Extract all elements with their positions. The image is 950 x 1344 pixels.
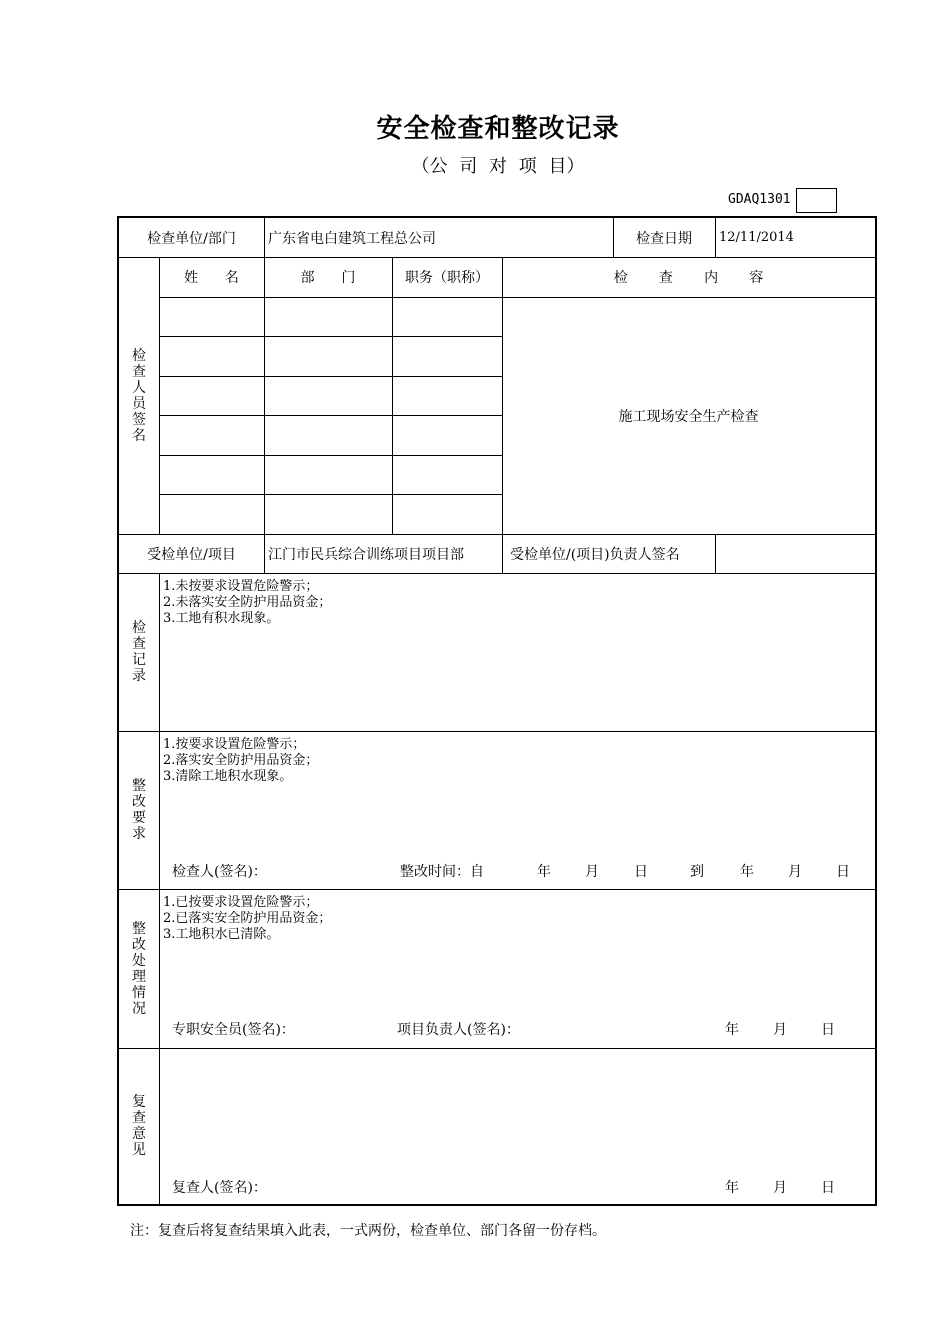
handling-year-label: 年 <box>725 1022 739 1038</box>
inspector-title-field[interactable] <box>393 495 502 534</box>
side-label-char: 处 <box>132 952 146 969</box>
inspector-name-field[interactable] <box>160 337 264 376</box>
inspector-title-field[interactable] <box>393 377 502 415</box>
row-divider <box>119 573 875 574</box>
handling-day-label: 日 <box>821 1022 835 1038</box>
inspector-name-field[interactable] <box>160 456 264 494</box>
rectification-handling-list[interactable] <box>163 895 331 943</box>
list-item: 2.落实安全防护用品资金； <box>163 753 319 768</box>
inspector-title-field[interactable] <box>393 456 502 494</box>
side-label-char: 情 <box>132 984 146 1001</box>
row-divider <box>119 889 875 890</box>
subtitle-char: 对 <box>489 156 507 177</box>
period-start-month-label: 月 <box>585 864 599 880</box>
side-label-char: 人 <box>132 379 146 396</box>
side-label-char: 员 <box>132 395 146 412</box>
safety-officer-sign-label: 专职安全员(签名)： <box>172 1022 295 1038</box>
inspecting-unit-value[interactable]: 广东省电白建筑工程总公司 <box>268 230 436 247</box>
period-end-month-label: 月 <box>788 864 802 880</box>
side-label-char: 整 <box>132 778 146 794</box>
inspection-date-value[interactable]: 12/11/2014 <box>719 230 794 245</box>
row-divider <box>119 731 875 732</box>
subtitle-char: 项 <box>518 156 537 177</box>
side-label-char: 查 <box>132 363 146 380</box>
side-label-char: 求 <box>132 826 146 842</box>
inspection-date-label: 检查日期 <box>636 230 692 247</box>
side-label-char: 查 <box>132 1110 146 1126</box>
inspector-dept-field[interactable] <box>265 377 392 415</box>
inspected-lead-sign-field[interactable] <box>716 535 875 573</box>
inspector-dept-field[interactable] <box>265 416 392 455</box>
period-start-year-label: 年 <box>537 864 551 880</box>
period-end-day-label: 日 <box>836 864 850 880</box>
form-code-box[interactable] <box>796 188 837 213</box>
inspector-title-field[interactable] <box>393 337 502 376</box>
period-end-year-label: 年 <box>740 864 754 880</box>
inspected-unit-value[interactable]: 江门市民兵综合训练项目项目部 <box>268 546 464 563</box>
inspection-content-value[interactable]: 施工现场安全生产检查 <box>618 408 759 425</box>
inspector-dept-field[interactable] <box>265 337 392 376</box>
inspector-sign-label: 检查人(签名)： <box>172 864 267 880</box>
form-title: 安全检查和整改记录 <box>376 114 620 144</box>
rectification-period-label: 整改时间：自 <box>400 864 484 880</box>
col-divider <box>715 218 716 258</box>
side-label-char: 记 <box>132 652 146 668</box>
side-label-char: 查 <box>132 636 146 652</box>
side-label-char: 整 <box>132 920 146 937</box>
inspector-dept-field[interactable] <box>265 456 392 494</box>
rectification-requirement-side-label <box>119 731 159 889</box>
side-label-char: 改 <box>132 794 146 810</box>
inspector-signature-side-label <box>119 257 159 534</box>
reviewer-sign-label: 复查人(签名)： <box>172 1180 267 1196</box>
subtitle-char: （公 <box>411 156 448 177</box>
side-label-char: 签 <box>132 411 146 428</box>
side-label-char: 检 <box>132 620 146 636</box>
period-to-label: 到 <box>690 864 704 880</box>
record-sheet <box>117 216 877 1206</box>
column-header-title: 职务（职称） <box>405 270 489 286</box>
inspector-name-field[interactable] <box>160 416 264 455</box>
column-header-content: 检 查 内 容 <box>613 270 764 286</box>
side-label-char: 意 <box>132 1126 146 1142</box>
handling-month-label: 月 <box>773 1022 787 1038</box>
side-label-char: 检 <box>132 347 146 364</box>
form-subtitle <box>0 152 950 178</box>
col-divider <box>264 218 265 258</box>
list-item: 2.未落实安全防护用品资金； <box>163 595 332 610</box>
col-divider <box>502 534 503 574</box>
review-month-label: 月 <box>773 1180 787 1196</box>
inspector-name-field[interactable] <box>160 377 264 415</box>
side-label-char: 改 <box>132 936 146 953</box>
list-item: 2.已落实安全防护用品资金； <box>163 911 332 926</box>
list-item: 1.已按要求设置危险警示； <box>163 895 319 910</box>
side-label-char: 理 <box>132 968 146 985</box>
review-opinion-side-label <box>119 1048 159 1204</box>
col-divider <box>264 534 265 574</box>
side-label-char: 录 <box>132 668 146 684</box>
side-label-char: 复 <box>132 1094 146 1110</box>
period-start-day-label: 日 <box>634 864 648 880</box>
list-item: 3.工地积水已清除。 <box>163 927 280 942</box>
subtitle-char: 目） <box>548 156 585 177</box>
side-label-char: 名 <box>132 427 146 444</box>
side-label-char: 况 <box>132 1000 146 1017</box>
inspector-name-field[interactable] <box>160 495 264 534</box>
inspecting-unit-label: 检查单位/部门 <box>147 230 236 247</box>
list-item: 1.按要求设置危险警示； <box>163 737 306 752</box>
column-header-name: 姓 名 <box>184 270 239 286</box>
review-opinion-field[interactable] <box>160 1049 875 1169</box>
subtitle-char: 司 <box>459 156 478 177</box>
rectification-requirement-list[interactable] <box>163 737 318 785</box>
side-label-char: 见 <box>132 1142 146 1158</box>
column-header-department: 部 门 <box>300 270 356 286</box>
footer-note: 注：复查后将复查结果填入此表，一式两份，检查单位、部门各留一份存档。 <box>130 1223 606 1239</box>
form-code: GDAQ1301 <box>728 192 791 207</box>
list-item: 3.工地有积水现象。 <box>163 611 280 626</box>
list-item: 3.清除工地积水现象。 <box>163 769 293 784</box>
project-manager-sign-label: 项目负责人(签名)： <box>397 1022 520 1038</box>
inspected-unit-label: 受检单位/项目 <box>147 546 236 563</box>
inspector-dept-field[interactable] <box>265 298 392 336</box>
inspection-record-list[interactable] <box>163 579 331 627</box>
list-item: 1.未按要求设置危险警示； <box>163 579 319 594</box>
review-day-label: 日 <box>821 1180 835 1196</box>
inspector-title-field[interactable] <box>393 298 502 336</box>
rectification-handling-side-label <box>119 889 159 1048</box>
review-year-label: 年 <box>725 1180 739 1196</box>
inspected-lead-sign-label: 受检单位/(项目)负责人签名 <box>510 546 680 563</box>
inspector-dept-field[interactable] <box>265 495 392 534</box>
side-label-char: 要 <box>132 810 146 826</box>
inspector-title-field[interactable] <box>393 416 502 455</box>
inspection-record-side-label <box>119 573 159 731</box>
inspector-name-field[interactable] <box>160 298 264 336</box>
